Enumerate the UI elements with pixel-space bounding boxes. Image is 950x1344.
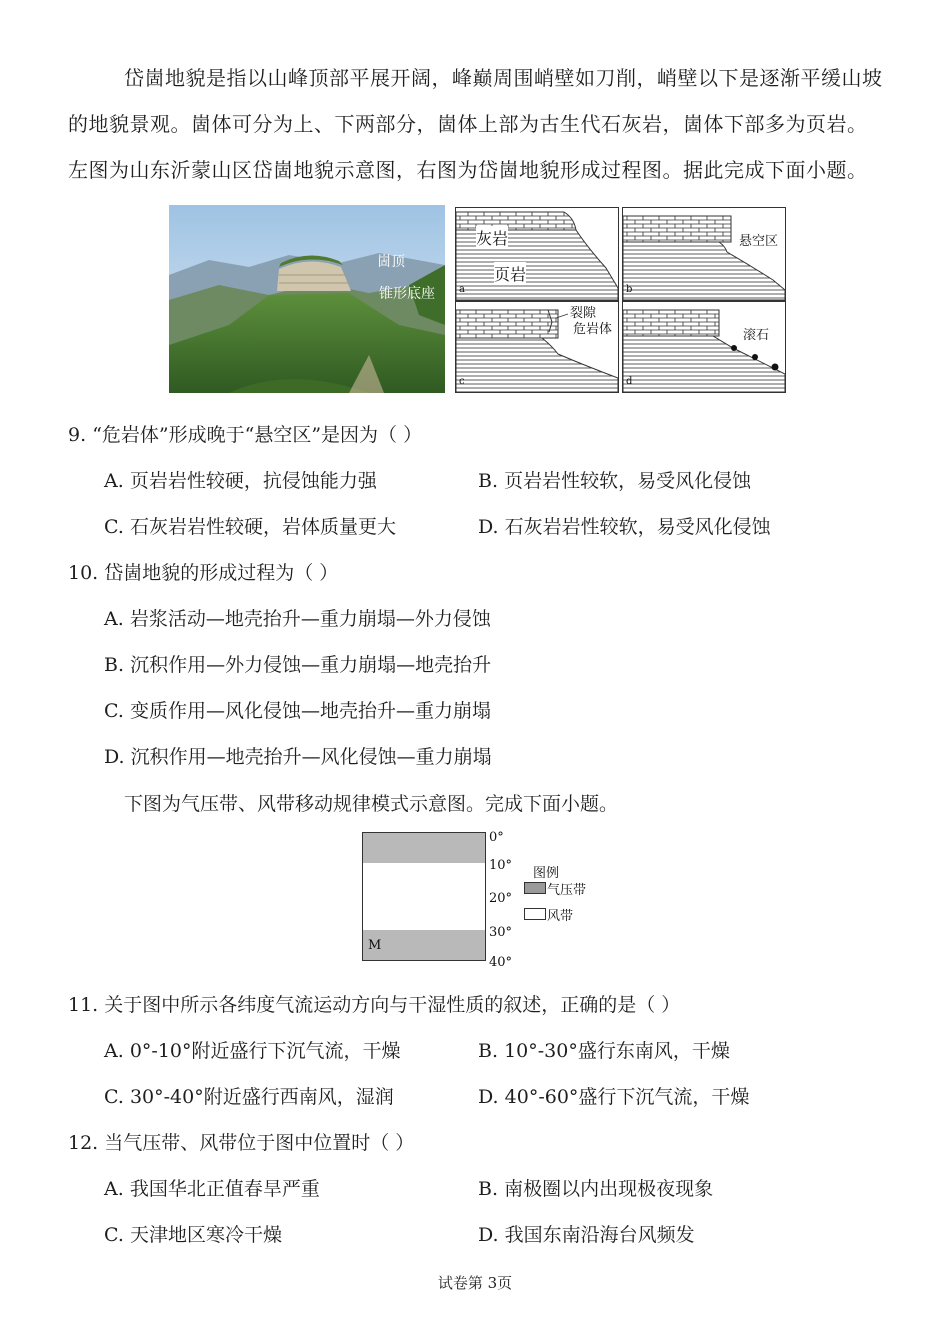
option-key: A. bbox=[104, 608, 124, 630]
legend-wind-swatch bbox=[524, 908, 546, 920]
belt-band-10-20 bbox=[362, 863, 486, 898]
q9-option-c[interactable] bbox=[104, 512, 396, 539]
option-text: 30°-40°附近盛行西南风，湿润 bbox=[129, 1086, 394, 1108]
rock-dot bbox=[772, 364, 779, 371]
q11-option-c[interactable] bbox=[104, 1082, 394, 1109]
page-footer: 试卷第 3页 bbox=[437, 1274, 513, 1292]
label-rolling-stone: 滚石 bbox=[743, 328, 770, 343]
question-stem: 关于图中所示各纬度气流运动方向与干湿性质的叙述，正确的是（ ） bbox=[104, 994, 681, 1016]
option-key: A. bbox=[104, 1178, 124, 1200]
legend-wind-label: 风带 bbox=[547, 909, 574, 924]
option-text: 南极圈以内出现极夜现象 bbox=[504, 1178, 714, 1200]
intro-2: 下图为气压带、风带移动规律模式示意图。完成下面小题。 bbox=[124, 793, 619, 815]
photo-label-base: 锥形底座 bbox=[379, 286, 435, 302]
q11-option-a[interactable] bbox=[104, 1036, 401, 1063]
q12-option-b[interactable] bbox=[478, 1174, 713, 1201]
m-label: M bbox=[368, 938, 382, 953]
panel-tag-a: a bbox=[459, 284, 465, 295]
option-key: B. bbox=[478, 1040, 499, 1062]
option-key: D. bbox=[104, 746, 125, 768]
q12-option-a[interactable] bbox=[104, 1174, 320, 1201]
option-key: B. bbox=[478, 1178, 499, 1200]
q9-option-b[interactable] bbox=[478, 466, 751, 493]
q10-option-c[interactable] bbox=[104, 696, 491, 723]
label-crack: 裂隙 bbox=[570, 306, 597, 321]
rock-dot bbox=[752, 354, 758, 360]
option-key: D. bbox=[478, 516, 499, 538]
legend-pressure-swatch bbox=[524, 882, 546, 894]
process-panel-d bbox=[622, 301, 786, 393]
question-stem: 当气压带、风带位于图中位置时（ ） bbox=[104, 1132, 415, 1154]
question-number: 10. bbox=[68, 562, 99, 584]
question-11 bbox=[68, 990, 680, 1017]
belt-band-0-10 bbox=[362, 832, 486, 864]
process-panel-c bbox=[455, 301, 619, 393]
q10-option-a[interactable] bbox=[104, 604, 491, 631]
option-text: 沉积作用—外力侵蚀—重力崩塌—地壳抬升 bbox=[130, 654, 492, 676]
option-text: 页岩岩性较硬，抗侵蚀能力强 bbox=[129, 470, 377, 492]
label-shale: 页岩 bbox=[494, 262, 526, 285]
intro-line-3: 左图为山东沂蒙山区岱崮地貌示意图，右图为岱崮地貌形成过程图。据此完成下面小题。 bbox=[68, 158, 868, 182]
lat-label-0: 0° bbox=[489, 830, 504, 845]
daigu-photo bbox=[169, 205, 445, 393]
option-key: C. bbox=[104, 1086, 124, 1108]
option-key: A. bbox=[104, 470, 124, 492]
q12-option-d[interactable] bbox=[478, 1220, 695, 1247]
option-text: 页岩岩性较软，易受风化侵蚀 bbox=[504, 470, 752, 492]
option-key: C. bbox=[104, 516, 124, 538]
option-key: D. bbox=[478, 1086, 499, 1108]
option-key: A. bbox=[104, 1040, 124, 1062]
process-panel-b bbox=[622, 207, 786, 301]
option-text: 石灰岩岩性较硬，岩体质量更大 bbox=[129, 516, 396, 538]
label-dangerous-rock: 危岩体 bbox=[573, 322, 613, 337]
question-number: 12. bbox=[68, 1132, 99, 1154]
label-overhang: 悬空区 bbox=[739, 234, 779, 249]
option-key: C. bbox=[104, 1224, 124, 1246]
question-stem: 岱崮地貌的形成过程为（ ） bbox=[104, 562, 339, 584]
legend-pressure-label: 气压带 bbox=[547, 883, 587, 898]
intro-line-2: 的地貌景观。崮体可分为上、下两部分，崮体上部为古生代石灰岩，崮体下部多为页岩。 bbox=[68, 112, 868, 136]
question-9 bbox=[68, 420, 422, 447]
legend-title: 图例 bbox=[533, 866, 560, 881]
option-text: 0°-10°附近盛行下沉气流，干燥 bbox=[129, 1040, 401, 1062]
option-text: 10°-30°盛行东南风，干燥 bbox=[504, 1040, 730, 1062]
option-text: 岩浆活动—地壳抬升—重力崩塌—外力侵蚀 bbox=[129, 608, 491, 630]
panel-tag-c: c bbox=[459, 376, 465, 387]
q11-option-b[interactable] bbox=[478, 1036, 730, 1063]
question-10 bbox=[68, 558, 338, 585]
belt-diagram bbox=[362, 832, 486, 962]
question-number: 9. bbox=[68, 424, 87, 446]
option-text: 我国华北正值春旱严重 bbox=[129, 1178, 320, 1200]
option-key: B. bbox=[104, 654, 125, 676]
q9-option-a[interactable] bbox=[104, 466, 377, 493]
lat-label-20: 20° bbox=[489, 891, 513, 906]
label-limestone: 灰岩 bbox=[476, 226, 508, 249]
option-key: D. bbox=[478, 1224, 499, 1246]
option-key: B. bbox=[478, 470, 499, 492]
rock-dot bbox=[731, 345, 737, 351]
option-text: 40°-60°盛行下沉气流，干燥 bbox=[504, 1086, 750, 1108]
panel-tag-b: b bbox=[626, 284, 633, 295]
option-text: 石灰岩岩性较软，易受风化侵蚀 bbox=[504, 516, 771, 538]
option-text: 天津地区寒冷干燥 bbox=[129, 1224, 282, 1246]
question-stem: “危岩体”形成晚于“悬空区”是因为（ ） bbox=[92, 424, 423, 446]
panel-tag-d: d bbox=[626, 376, 633, 387]
photo-label-top: 崮顶 bbox=[377, 254, 405, 270]
q11-option-d[interactable] bbox=[478, 1082, 749, 1109]
q10-option-d[interactable] bbox=[104, 742, 492, 769]
lat-label-10: 10° bbox=[489, 858, 513, 873]
q12-option-c[interactable] bbox=[104, 1220, 282, 1247]
option-key: C. bbox=[104, 700, 124, 722]
option-text: 沉积作用—地壳抬升—风化侵蚀—重力崩塌 bbox=[130, 746, 492, 768]
question-number: 11. bbox=[68, 994, 99, 1016]
intro-line-1: 岱崮地貌是指以山峰顶部平展开阔，峰巅周围峭壁如刀削，峭壁以下是逐渐平缓山坡 bbox=[124, 66, 883, 90]
question-12 bbox=[68, 1128, 414, 1155]
process-panel-a bbox=[455, 207, 619, 301]
option-text: 变质作用—风化侵蚀—地壳抬升—重力崩塌 bbox=[129, 700, 491, 722]
q9-option-d[interactable] bbox=[478, 512, 771, 539]
belt-band-20-30 bbox=[362, 897, 486, 931]
lat-label-30: 30° bbox=[489, 925, 513, 940]
q10-option-b[interactable] bbox=[104, 650, 491, 677]
lat-label-40: 40° bbox=[489, 955, 513, 970]
option-text: 我国东南沿海台风频发 bbox=[504, 1224, 695, 1246]
